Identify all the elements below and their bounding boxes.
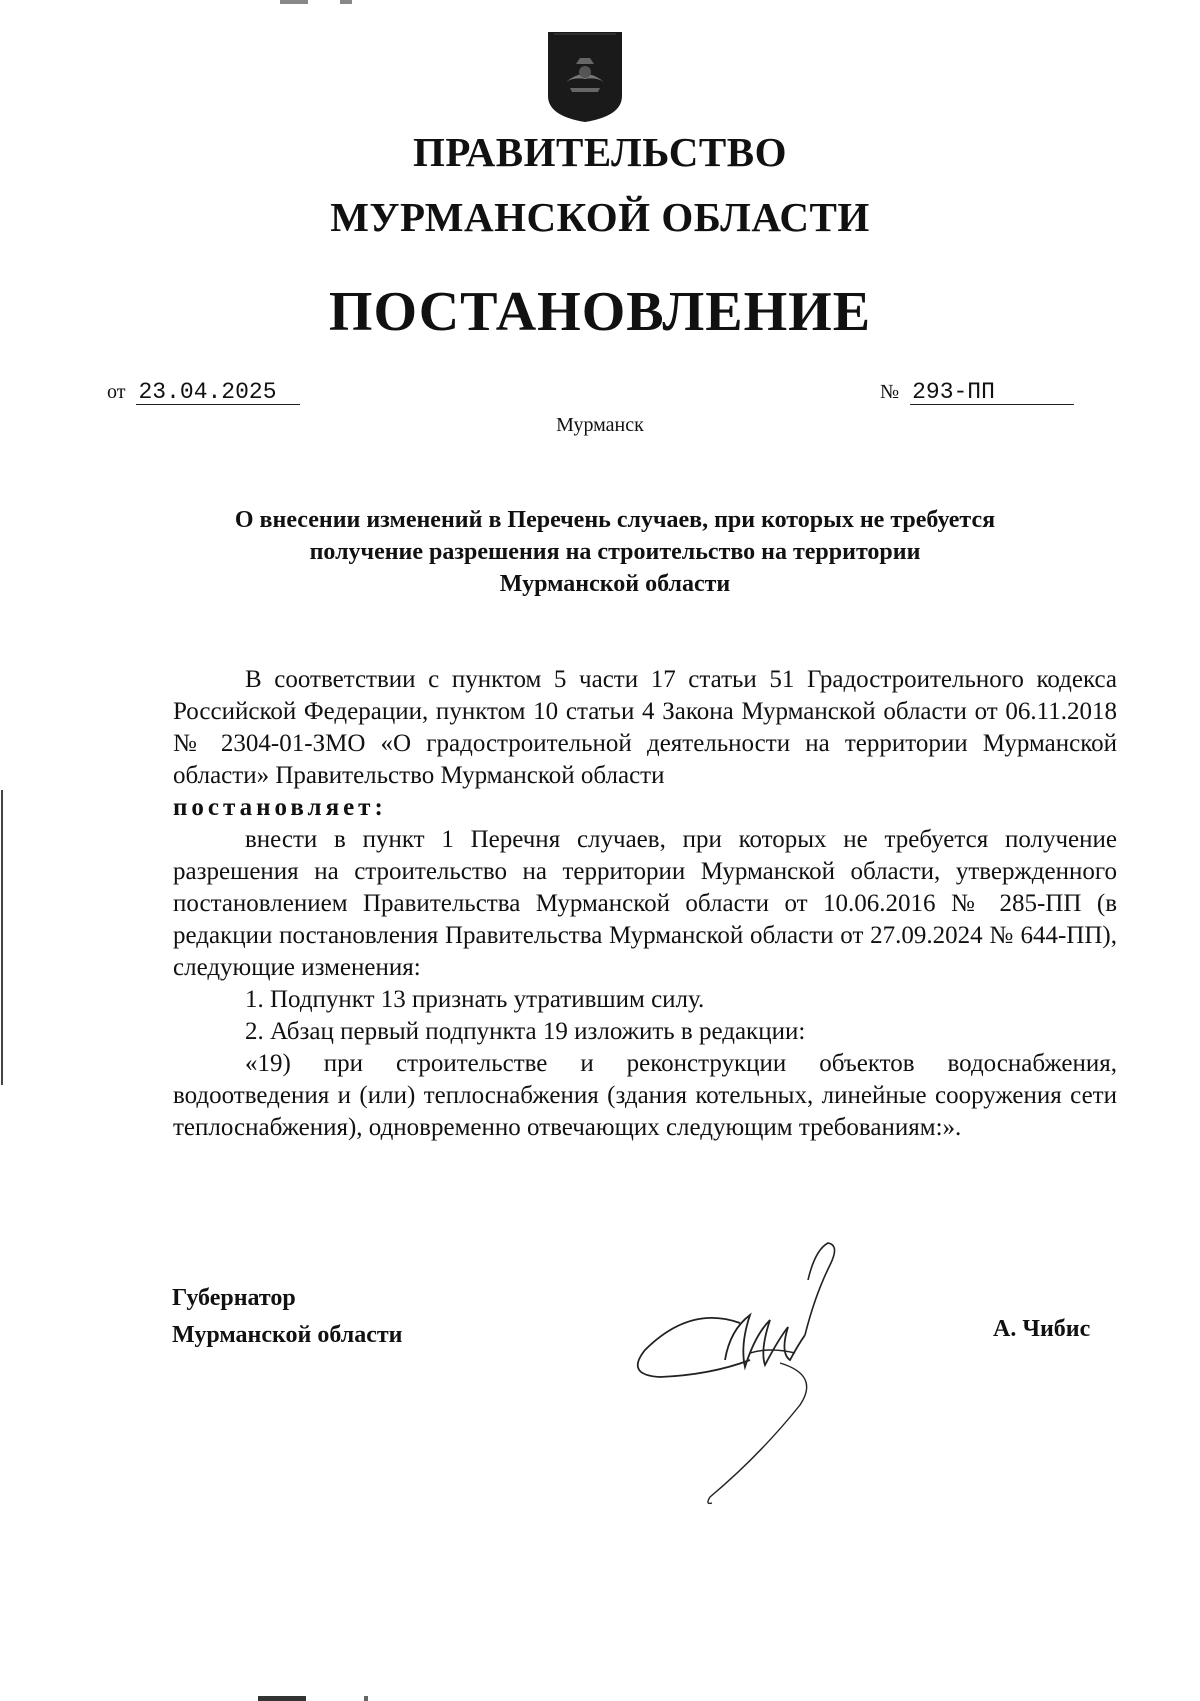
signatory-title [172,1280,402,1354]
city: Мурманск [556,414,644,436]
subject-line: получение разрешения на строительство на территории [309,539,921,565]
subject-line: О внесении изменений в Перечень случаев, при которых не требуется [234,507,996,533]
number-field [880,380,1074,405]
document-type: ПОСТАНОВЛЕНИЕ [328,281,872,343]
item-paragraph: 1. Подпункт 13 признать утратившим силу. [245,986,705,1013]
intro-paragraph: внести в пункт 1 Перечня случаев, при которых не требуется получение разрешения на строительство на территории Мурманской области, утвержденного постановлением Правительства Мурманской области от 10.06.2016 № 285-ПП (в редакции постановления Правительства Мурманской области от 27.09.2024 № 644-ПП), следующие изменения: [173,826,1117,981]
handwritten-signature [630,1235,860,1520]
document-body [173,664,1117,1144]
quote-paragraph: «19) при строительстве и реконструкции объектов водоснабжения, водоотведения и (или) теплоснабжения (здания котельных, линейные сооружения сети теплоснабжения), одновременно отвечающих следующим требованиям:». [173,1050,1117,1141]
document-number: 293-ПП [910,380,1074,405]
scan-mark-top [280,0,380,4]
date-field [107,380,300,405]
signatory-name: А. Чибис [993,1316,1091,1342]
signatory-title-line: Мурманской области [172,1322,403,1348]
scan-edge-line [1,790,3,1085]
decree-word: постановляет: [173,794,387,821]
item-paragraph: 2. Абзац первый подпункта 19 изложить в редакции: [245,1018,806,1045]
subject-line: Мурманской области [499,571,731,597]
document-subject [150,504,1080,600]
org-name-line2: МУРМАНСКОЙ ОБЛАСТИ [330,194,870,240]
coat-of-arms-icon [546,30,624,124]
scan-mark-bottom [258,1696,368,1701]
signatory-title-line: Губернатор [172,1285,296,1311]
preamble-paragraph: В соответствии с пунктом 5 части 17 статьи 51 Градостроительного кодекса Российской Федерации, пунктом 10 статьи 4 Закона Мурманской области от 06.11.2018 № 2304-01-ЗМО «О градостроительной деятельности на территории Мурманской области» Правительство Мурманской области [173,666,1117,789]
number-prefix: № [880,381,900,403]
document-date: 23.04.2025 [136,380,300,405]
date-prefix: от [107,381,126,403]
org-name-line1: ПРАВИТЕЛЬСТВО [412,129,788,175]
